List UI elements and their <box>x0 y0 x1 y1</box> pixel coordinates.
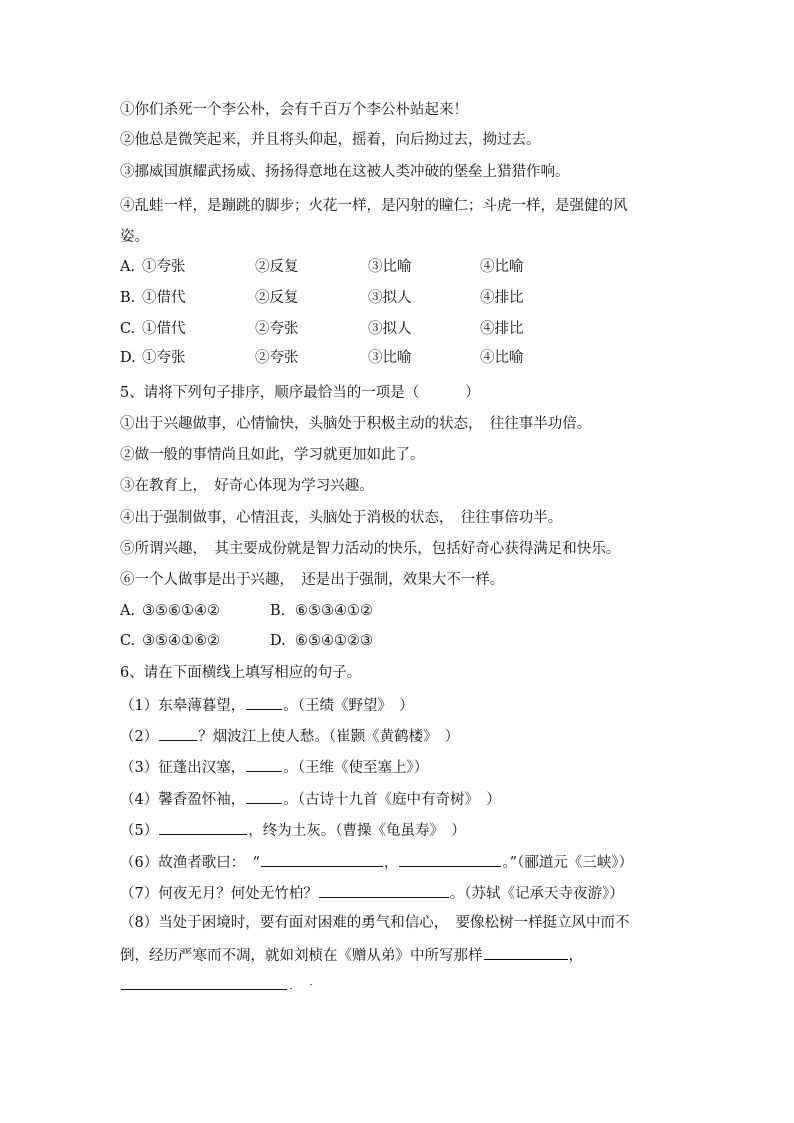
option-item: ①夸张 <box>142 259 186 275</box>
item-text-after: ？烟波江上使人愁。（崔颢《黄鹤楼》 ） <box>198 729 460 745</box>
item-text-after: 。（苏轼《记承天寺夜游》） <box>449 886 624 902</box>
option-item: ③拟人 <box>368 321 412 337</box>
option-label: B. <box>120 290 136 306</box>
answer-blank[interactable] <box>246 788 282 804</box>
q5-sentence-4: ④出于强制做事，心情沮丧，头脑处于消极的状态， 往往事倍功半。 <box>120 510 563 526</box>
stray-mark <box>310 984 312 985</box>
answer-blank[interactable] <box>399 851 501 867</box>
q5-question-text: 5、请将下列句子排序，顺序最恰当的一项是（ <box>120 385 420 401</box>
option-value: ⑥⑤③④①② <box>295 603 373 619</box>
option-value: ⑥⑤④①②③ <box>295 633 373 649</box>
answer-blank[interactable] <box>261 851 383 867</box>
item-number: （3） <box>120 760 159 776</box>
q6-item-6 <box>120 851 633 871</box>
answer-blank[interactable] <box>246 694 282 710</box>
option-item: ③比喻 <box>368 350 412 366</box>
item-number: （8） <box>120 915 159 931</box>
q6-item-4 <box>120 788 501 808</box>
item-text-after: ，终为土灰。（曹操《龟虽寿》 ） <box>248 823 466 839</box>
item-text-mid: ， <box>383 855 399 871</box>
q6-item-8 <box>120 913 629 933</box>
option-item: ①借代 <box>142 321 186 337</box>
q6-item-8-cont <box>120 944 583 964</box>
answer-blank[interactable] <box>246 756 282 772</box>
option-label: D. <box>120 350 136 366</box>
option-label: C. <box>120 321 136 337</box>
option-item: ④排比 <box>480 290 524 306</box>
answer-blank[interactable] <box>121 974 287 990</box>
item-text-after: 。（王维《使至塞上》） <box>283 760 429 776</box>
option-item: ④排比 <box>480 321 524 337</box>
q6-item-2 <box>120 725 459 745</box>
option-value: ③⑤⑥①④② <box>142 603 220 619</box>
option-item: ②夸张 <box>255 350 299 366</box>
item-text-after: 。”（郦道元《三峡》） <box>502 855 634 871</box>
q6-item-7 <box>120 882 624 902</box>
q4-sentence-4-cont: 姿。 <box>120 229 149 245</box>
option-item: ④比喻 <box>480 259 524 275</box>
answer-blank[interactable] <box>159 819 247 835</box>
item-text-after: 。（王绩《野望》 ） <box>283 698 414 714</box>
option-item: ①夸张 <box>142 350 186 366</box>
item-text-before: 故渔者歌曰： “ <box>158 855 260 871</box>
q4-sentence-3: ③挪威国旗耀武扬威、扬扬得意地在这被人类冲破的堡垒上猎猎作响。 <box>120 164 570 180</box>
item-number: （2） <box>120 729 159 745</box>
option-label: A. <box>120 603 136 619</box>
q4-sentence-1: ①你们杀死一个李公朴，会有千百万个李公朴站起来！ <box>120 102 468 118</box>
item-text-before: 征蓬出汉塞， <box>158 760 246 776</box>
option-item: ②夸张 <box>255 321 299 337</box>
q4-sentence-4: ④乱蛙一样，是蹦跳的脚步；火花一样，是闪射的瞳仁；斗虎一样，是强健的风 <box>120 198 628 214</box>
item-text-before: 东皋薄暮望， <box>158 698 246 714</box>
option-label: A. <box>120 259 136 275</box>
item-text-line-1: 当处于困境时，要有面对困难的勇气和信心， 要像松树一样挺立风中而不 <box>158 915 630 931</box>
answer-blank[interactable] <box>484 944 568 960</box>
item-number: （5） <box>120 823 159 839</box>
option-label: D. <box>270 633 286 649</box>
q6-item-3 <box>120 756 428 776</box>
q6-item-5 <box>120 819 466 839</box>
item-text-before: 何夜无月？何处无竹柏？ <box>158 886 318 902</box>
answer-blank[interactable] <box>159 725 197 741</box>
item-number: （1） <box>120 698 159 714</box>
item-text-before: 馨香盈怀袖， <box>158 792 246 808</box>
item-number: （6） <box>120 855 159 871</box>
answer-blank[interactable] <box>319 882 449 898</box>
q5-sentence-6: ⑥一个人做事是出于兴趣， 还是出于强制，效果大不一样。 <box>120 572 505 588</box>
stray-mark <box>290 988 292 989</box>
item-text-after: ， <box>568 948 583 964</box>
item-text-after: 。（古诗十九首《庭中有奇树》 ） <box>283 792 501 808</box>
q4-sentence-2: ②他总是微笑起来，并且将头仰起，摇着，向后拗过去，拗过去。 <box>120 132 541 148</box>
q5-question-close: ） <box>465 385 480 401</box>
q6-item-1 <box>120 694 414 714</box>
q5-sentence-1: ①出于兴趣做事，心情愉快，头脑处于积极主动的状态， 往往事半功倍。 <box>120 416 592 432</box>
option-label: C. <box>120 633 136 649</box>
q6-item-8-cont-2 <box>120 974 288 994</box>
option-item: ③拟人 <box>368 290 412 306</box>
option-item: ②反复 <box>255 259 299 275</box>
option-item: ①借代 <box>142 290 186 306</box>
q5-sentence-5: ⑤所谓兴趣， 其主要成份就是智力活动的快乐，包括好奇心获得满足和快乐。 <box>120 541 621 557</box>
option-item: ③比喻 <box>368 259 412 275</box>
option-label: B. <box>270 603 286 619</box>
item-number: （4） <box>120 792 159 808</box>
item-text-before: 倒，经历严寒而不凋，就如刘桢在《赠从弟》中所写那样 <box>120 948 483 964</box>
q5-question <box>120 383 480 403</box>
q6-question: 6、请在下面横线上填写相应的句子。 <box>120 665 362 681</box>
option-item: ④比喻 <box>480 350 524 366</box>
option-value: ③⑤④①⑥② <box>142 633 220 649</box>
q5-sentence-2: ②做一般的事情尚且如此，学习就更加如此了。 <box>120 447 425 463</box>
q5-sentence-3: ③在教育上， 好奇心体现为学习兴趣。 <box>120 478 374 494</box>
option-item: ②反复 <box>255 290 299 306</box>
item-number: （7） <box>120 886 159 902</box>
